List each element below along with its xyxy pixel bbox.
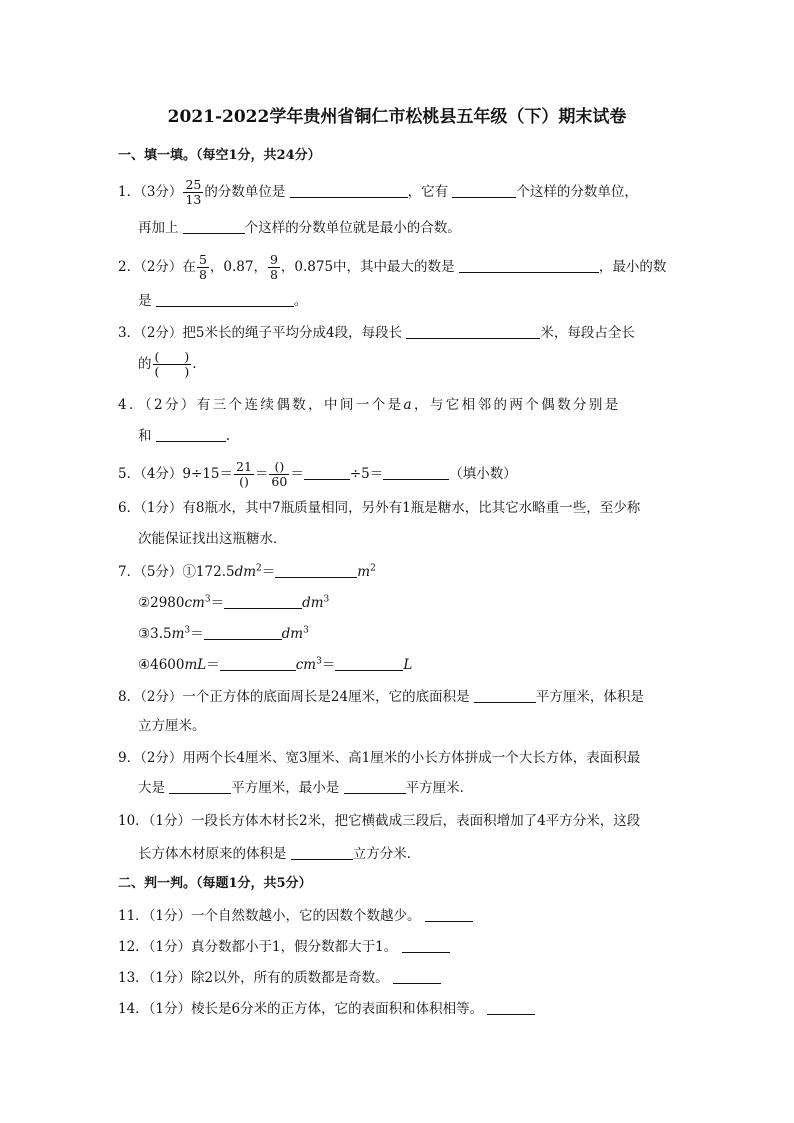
q3-end: . <box>192 356 197 372</box>
q7-r1-value: ①172.5 <box>182 564 235 580</box>
q3-prefix: 3．（2分）把5米长的绳子平均分成4段，每段长 <box>118 325 403 341</box>
q7-r1-unit-2: m <box>357 564 371 580</box>
q2-end: 。 <box>293 293 308 309</box>
answer-blank[interactable] <box>452 183 516 198</box>
q1-text-a: 的分数单位是 <box>204 184 286 200</box>
q7-r4-unit-3: L <box>403 657 413 673</box>
q2-fraction-1 <box>197 253 209 282</box>
q7-r4-eq-2: ＝ <box>321 657 336 673</box>
q2-line2: 是 <box>138 293 152 309</box>
q3-fraction[interactable] <box>153 350 192 379</box>
question-2-line-2 <box>138 292 307 309</box>
question-5 <box>118 460 517 489</box>
q8-text-1: 平方厘米，体积是 <box>535 689 644 705</box>
question-12 <box>118 938 450 955</box>
q7-r3-value: ③3.5 <box>138 626 172 642</box>
answer-blank[interactable] <box>224 594 302 609</box>
q5-f1-den: () <box>239 474 249 489</box>
question-8-line-2: 立方厘米。 <box>138 718 206 734</box>
q1-prefix: 1．（3分） <box>118 184 183 200</box>
q2-f1-num: 5 <box>198 252 207 267</box>
q7-r4-value: ④4600 <box>138 657 185 673</box>
q7-r3-exp-1: 3 <box>184 625 191 636</box>
q7-r1-exp-2: 2 <box>370 563 376 574</box>
question-7-row-1 <box>118 563 376 580</box>
question-11 <box>118 907 473 924</box>
q7-r4-exp: 3 <box>316 656 322 667</box>
question-6: 6．（1分）有8瓶水，其中7瓶质量相同，另外有1瓶是糖水，比其它水略重一些，至少称 <box>118 500 641 516</box>
q5-prefix: 5．（4分）9÷15＝ <box>118 466 234 482</box>
q5-f2-num: () <box>269 460 289 475</box>
q10-line2b: 立方分米． <box>352 846 421 862</box>
answer-blank[interactable] <box>220 656 296 671</box>
q9-line2a: 大是 <box>138 780 165 796</box>
page-title: 2021-2022学年贵州省铜仁市松桃县五年级（下）期末试卷 <box>167 107 627 127</box>
q7-r1-eq: ＝ <box>261 564 276 580</box>
answer-blank[interactable] <box>275 563 357 578</box>
q4-end: . <box>225 428 231 444</box>
answer-blank[interactable] <box>474 688 536 703</box>
q2-prefix: 2．（2分）在 <box>118 259 196 275</box>
q10-line2a: 长方体木材原来的体积是 <box>138 846 287 862</box>
q13-text: 13．（1分）除2以外，所有的质数都是奇数。 <box>118 970 389 986</box>
q14-text: 14．（1分）棱长是6分米的正方体，它的表面积和体积相等。 <box>118 1001 484 1017</box>
q4-line2: 和 <box>138 428 152 444</box>
q2-f1-den: 8 <box>198 267 207 282</box>
q7-r1-exp-1: 2 <box>256 563 262 574</box>
answer-blank[interactable] <box>459 258 599 273</box>
q5-f1-num: 21 <box>236 459 252 474</box>
answer-blank[interactable] <box>291 845 353 860</box>
q4-line1: 4．（2分）有三个连续偶数，中间一个是 <box>118 397 404 413</box>
answer-blank[interactable] <box>406 324 540 339</box>
q1-line2a: 再加上 <box>138 220 179 236</box>
q3-frac-den: ( ) <box>154 364 190 379</box>
q2-f2-den: 8 <box>269 267 278 282</box>
q4-line1b: ，与它相邻的两个偶数分别是 <box>413 397 621 413</box>
answer-blank[interactable] <box>156 427 226 442</box>
answer-blank[interactable] <box>402 938 450 953</box>
answer-blank[interactable] <box>169 779 231 794</box>
question-14 <box>118 1000 535 1017</box>
answer-blank[interactable] <box>204 625 282 640</box>
q1-text-c: 个这样的分数单位， <box>516 184 638 200</box>
q11-text: 11．（1分）一个自然数越小，它的因数个数越少。 <box>118 908 421 924</box>
question-9: 9．（2分）用两个长4厘米、宽3厘米、高1厘米的小长方体拼成一个大长方体，表面积最 <box>118 750 641 766</box>
question-3 <box>118 324 635 341</box>
q7-r3-unit-2: dm <box>281 626 304 642</box>
question-7-row-2 <box>138 594 329 611</box>
q7-r2-value: ②2980 <box>138 595 185 611</box>
q1-text-b: ，它有 <box>407 184 449 200</box>
q7-r2-unit-2: dm <box>302 595 324 611</box>
q5-fraction-2[interactable] <box>269 460 289 489</box>
q9-line2c: 平方厘米． <box>405 780 474 796</box>
q1-denominator: 13 <box>185 192 202 207</box>
answer-blank[interactable] <box>425 907 473 922</box>
q2-text-1: ，0.87， <box>209 259 267 275</box>
q3-text-1: 米，每段占全长 <box>540 325 635 341</box>
q7-r4-unit-1: mL <box>184 657 207 673</box>
q8-line1: 8．（2分）一个正方体的底面周长是24厘米，它的底面积是 <box>118 689 470 705</box>
answer-blank[interactable] <box>344 779 406 794</box>
q5-text-3: （填小数） <box>449 466 517 482</box>
q2-fraction-2 <box>268 253 280 282</box>
question-7-row-4 <box>138 656 412 673</box>
question-1-line-2 <box>138 219 461 236</box>
question-4-line-2 <box>138 427 230 444</box>
q7-r2-unit-1: cm <box>184 595 205 611</box>
question-8 <box>118 688 644 705</box>
answer-blank[interactable] <box>156 292 294 307</box>
q7-r4-eq-1: ＝ <box>206 657 220 673</box>
q1-numerator: 25 <box>185 177 202 192</box>
answer-blank[interactable] <box>393 969 441 984</box>
q5-fraction-1[interactable] <box>234 460 254 489</box>
q7-r1-unit-1: dm <box>234 564 257 580</box>
q9-line2b: 平方厘米，最小是 <box>231 780 340 796</box>
answer-blank[interactable] <box>487 1000 535 1015</box>
q7-r2-eq: ＝ <box>210 595 225 611</box>
question-9-line-2 <box>138 779 473 796</box>
question-2 <box>118 253 666 282</box>
q5-text-1: ＝ <box>290 466 304 482</box>
question-10: 10．（1分）一段长方体木材长2米，把它横截成三段后，表面积增加了4平方分米，这段 <box>118 813 641 829</box>
q2-text-2: ，0.875中，其中最大的数是 <box>280 259 455 275</box>
q2-f2-num: 9 <box>269 252 278 267</box>
q7-r3-unit-1: m <box>171 626 185 642</box>
question-3-line-2 <box>138 350 197 379</box>
answer-blank[interactable] <box>335 656 403 671</box>
q3-line2: 的 <box>138 356 152 372</box>
q5-eq: ＝ <box>254 466 269 482</box>
q12-text: 12．（1分）真分数都小于1，假分数都大于1。 <box>118 939 398 955</box>
answer-blank[interactable] <box>183 219 245 234</box>
question-7-row-3 <box>138 625 309 642</box>
q7-r2-exp-1: 3 <box>204 594 211 605</box>
q7-prefix: 7．（5分） <box>118 564 183 580</box>
question-1 <box>118 178 638 207</box>
section-1-heading: 一、填一填。（每空1分，共24分） <box>118 148 321 163</box>
q1-line2b: 个这样的分数单位就是最小的合数。 <box>244 220 461 236</box>
answer-blank[interactable] <box>304 465 350 480</box>
q2-text-3: ，最小的数 <box>598 259 667 275</box>
q3-frac-num: ( ) <box>154 349 190 364</box>
q7-r2-exp-2: 3 <box>323 594 330 605</box>
q7-r3-exp-2: 3 <box>303 625 309 636</box>
q7-r3-eq: ＝ <box>190 626 204 642</box>
question-10-line-2 <box>138 845 420 862</box>
q5-f2-den: 60 <box>271 474 288 489</box>
answer-blank[interactable] <box>290 183 408 198</box>
q1-fraction <box>183 178 203 207</box>
q4-variable: a <box>403 397 414 413</box>
question-6-line-2: 次能保证找出这瓶糖水． <box>138 531 287 547</box>
section-2-heading: 二、判一判。（每题1分，共5分） <box>118 876 312 891</box>
question-4 <box>118 397 621 413</box>
answer-blank[interactable] <box>383 465 449 480</box>
q7-r4-unit-2: cm <box>295 657 317 673</box>
q5-text-2: ÷5＝ <box>349 466 384 482</box>
question-13 <box>118 969 441 986</box>
